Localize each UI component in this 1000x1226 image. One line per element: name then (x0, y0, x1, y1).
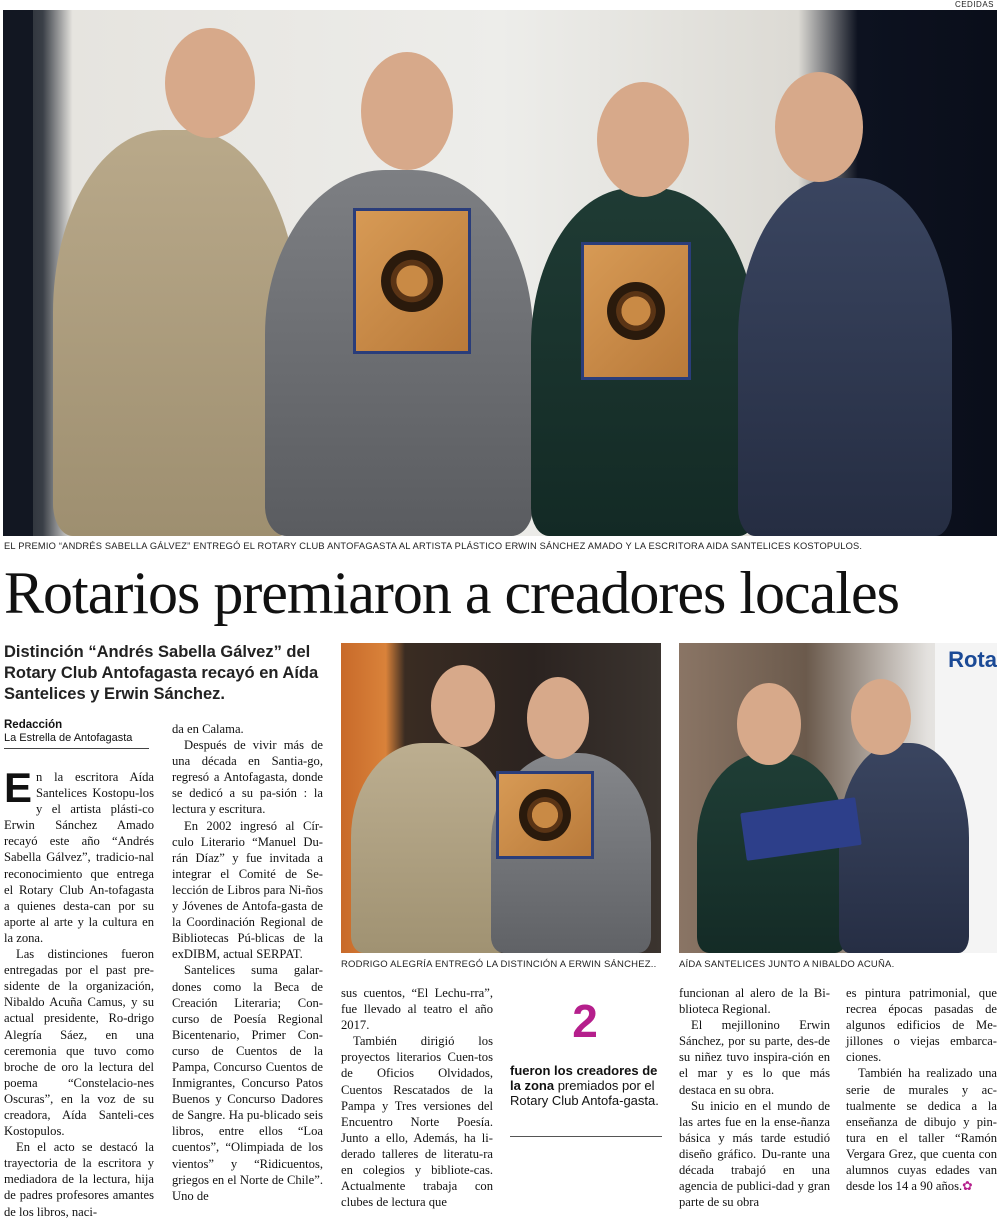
curtain (3, 10, 33, 536)
person-figure (738, 178, 952, 536)
second-photo (341, 643, 661, 953)
main-photo-caption: EL PREMIO “ANDRÉS SABELLA GÁLVEZ” ENTREGÓ EL ROTARY CLUB ANTOFAGASTA AL ARTISTA PLÁSTICO ERWIN SÁNCHEZ AMADO Y LA ESCRITORA AIDA SANTELICES KOSTOPULOS. (4, 541, 863, 551)
plaque (496, 771, 594, 859)
person-head (737, 683, 801, 765)
drop-cap: E (4, 764, 33, 811)
person-head (165, 28, 255, 138)
article-column-4 (679, 985, 830, 1221)
paragraph: n la escritora Aída Santelices Kostopu-los y el artista plásti-co Erwin Sánchez Amado recayó este año “Andrés Sabella Gálvez”, tradicio-nal reconocimiento que entrega el Rotary Club An-tofagasta a quienes desta-can por su aporte al arte y la cultura en la zona. (4, 770, 154, 945)
paragraph: En 2002 ingresó al Cír-culo Literario “Manuel Du-rán Díaz” y fue invitada a integrar el Comité de Se-lección de Libros para Ni-ños y Jóvenes de Antofa-gasta de la Coordinación Regional de Bibliotecas Pú-blicas de la exDIBM, actual SERPAT. (172, 818, 323, 962)
person-head (851, 679, 911, 755)
person-head (431, 665, 495, 747)
paragraph: El mejillonino Erwin Sánchez, por su parte, des-de su niñez tuvo inspira-ción en el mar y es lo que más destaca en su obra. (679, 1018, 830, 1097)
headline: Rotarios premiaron a creadores locales (4, 560, 899, 626)
third-photo-caption: AÍDA SANTELICES JUNTO A NIBALDO ACUÑA. (679, 959, 895, 970)
person-figure (351, 743, 511, 953)
article-column-2 (172, 721, 323, 1221)
paragraph: En el acto se destacó la trayectoria de la escritora y mediadora de la lectura, hija de padres profesores amantes de los libros, naci- (4, 1140, 154, 1219)
plaque (353, 208, 471, 354)
person-head (527, 677, 589, 759)
divider (4, 748, 149, 749)
article-column-1 (4, 764, 154, 1219)
paragraph: da en Calama. (172, 722, 244, 736)
paragraph: Su inicio en el mundo de las artes fue en la ense-ñanza básica y más tarde estudió diseño gráfico. Du-rante una década trabajó en una agencia de publici-dad y gran parte de su obra (679, 1098, 830, 1210)
paragraph: Santelices suma galar-dones como la Beca de Creación Literaria; Con-curso de Poesía Regional Bicentenario, Primer Con-curso de Cuentos de la Pampa, Concurso Cuentos de Inmigrantes, Concurso Patos Buenos y Concurso Dadores de Sangre. Ha pu-blicado seis libros, entre ellos “Loa cuentos”, “Olimpiada de los vientos” y “Ridicuentos, griegos en el Norte de Chile”. Uno de (172, 963, 323, 1203)
paragraph-text: También ha realizado una serie de murales y ac-tualmente se dedica a la enseñanza de dibujo y pin-tura en el taller “Ramón Vergara Grez, que cuenta con alumnos cuyas edades van desde los 14 a 90 años. (846, 1066, 997, 1194)
fact-rest: premiados por el Rotary Club Antofa-gasta. (510, 1078, 659, 1108)
end-mark-icon: ✿ (962, 1179, 973, 1194)
paragraph: También dirigió los proyectos literarios Cuen-tos de Oficios Olvidados, Cuentos Rescatados de la Pampa y Tres versiones del Encuentro Norte Poesía. Junto a ello, Además, ha li-derado talleres de literatu-ra en colegios y bibliote-cas. Actualmente trabaja con clubes de lectura que (341, 1034, 493, 1210)
person-head (361, 52, 453, 170)
third-photo (679, 643, 997, 953)
plaque (581, 242, 691, 380)
byline (4, 719, 132, 745)
paragraph: Después de vivir más de una década en Santia-go, regresó a Antofagasta, donde se dedicó a su pa-sión : la lectura y escritura. (172, 738, 323, 817)
person-head (775, 72, 863, 182)
person-head (597, 82, 689, 197)
main-photo (3, 10, 997, 536)
paragraph: Las distinciones fueron entregadas por el past pre-sidente de la organización, Nibaldo Acuña Camus, y su actual presidente, Ro-drigo Alegría Sáez, en una ceremonia que tuvo como broche de oro la lectura del poema “Constelacio-nes Oscuras”, en la voz de su creadora, Aída Santeli-ces Kostopulos. (4, 947, 154, 1139)
byline-author: Redacción (4, 719, 63, 731)
fact-number: 2 (572, 995, 598, 1047)
paragraph (846, 1065, 997, 1194)
fact-text (510, 1063, 662, 1108)
divider (510, 1136, 662, 1137)
paragraph: es pintura patrimonial, que recrea épocas pasadas de algunos edificios de Me-jillones o viejas embarca-ciones. (846, 986, 997, 1065)
person-figure (839, 743, 969, 953)
article-column-3 (341, 985, 493, 1221)
paragraph: sus cuentos, “El Lechu-rra”, fue llevado al teatro el año 2017. (341, 986, 493, 1033)
second-photo-caption: RODRIGO ALEGRÍA ENTREGÓ LA DISTINCIÓN A ERWIN SÁNCHEZ.. (341, 959, 657, 970)
paragraph: funcionan al alero de la Bi-blioteca Regional. (679, 986, 830, 1017)
banner-text: Rota (948, 647, 997, 672)
person-figure (53, 130, 298, 536)
photo-credit: CEDIDAS (954, 0, 994, 9)
article-column-5 (846, 985, 997, 1221)
byline-outlet: La Estrella de Antofagasta (4, 732, 133, 744)
dek: Distinción “Andrés Sabella Gálvez” del Rotary Club Antofagasta recayó en Aída Santelices y Erwin Sánchez. (4, 643, 319, 703)
fact-bold: fueron los creadores de la zona (510, 1063, 658, 1093)
